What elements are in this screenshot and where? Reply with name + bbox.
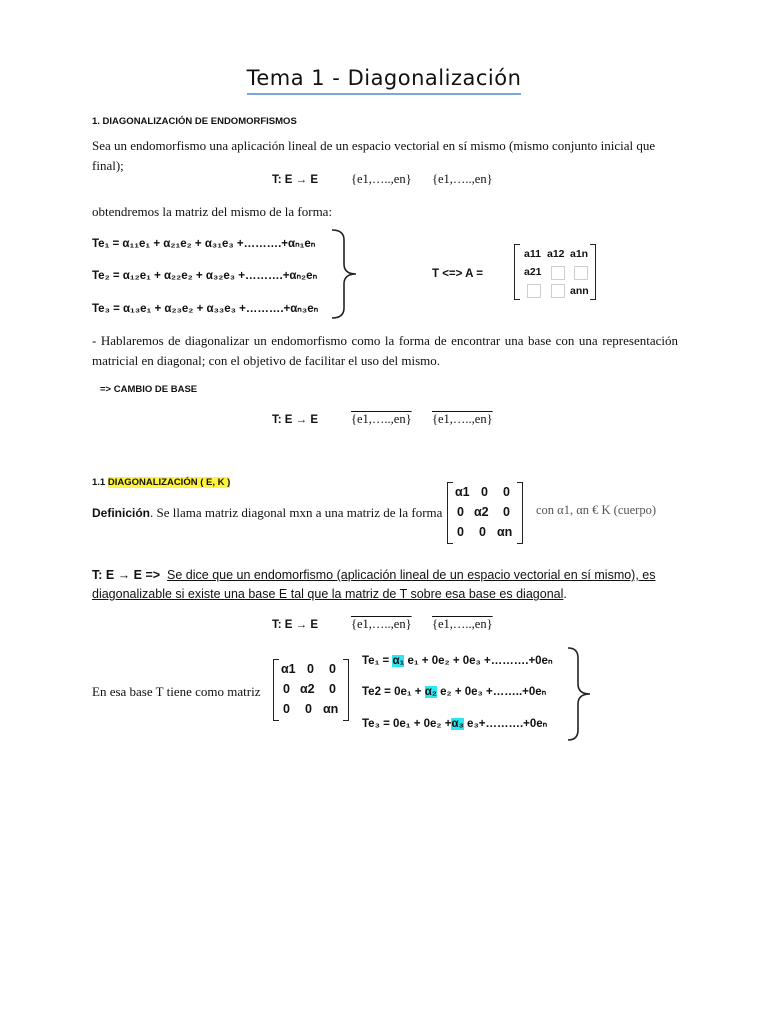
basis-a: {e1,…..,en} [351,172,412,186]
equiv-expression: T <=> A = [432,268,483,280]
eigenvalue-highlight: α₁ [392,655,405,667]
matrix-bracket-right [517,482,523,544]
eq-part: Te2 = 0e₁ + [362,686,425,698]
eq-part: e₃+……….+0eₙ [463,718,548,730]
matrix-placeholder-box [551,284,565,298]
diagonal-matrix [447,482,523,544]
diag-cell: 0 [479,525,486,539]
basis3-b: {e1,…..,en} [432,617,493,631]
matrix-bracket-left [514,244,520,300]
diag-equation-2 [362,684,546,698]
diag-cell: α1 [281,662,296,676]
diag-cell: α1 [455,485,470,499]
section-title: DIAGONALIZACIÓN ( E, K ) [107,477,231,488]
page-title: Tema 1 - Diagonalización [0,66,768,90]
te3-equation: Te₃ = α₁₃e₁ + α₂₃e₂ + α₃₃e₃ +……….+αₙ₃eₙ [92,303,319,315]
intro-paragraph: Sea un endomorfismo una aplicación lineal de un espacio vectorial en sí mismo (mismo conjunto inicial que final); [92,138,656,174]
section-heading-1: 1. DIAGONALIZACIÓN DE ENDOMORFISMOS [92,116,297,127]
diag-cell: 0 [305,702,312,716]
map-expression-2: T: E → E [272,414,319,426]
basis2-a: {e1,…..,en} [351,412,412,426]
matrix-intro: obtendremos la matriz del mismo de la forma: [92,204,333,219]
diag-cell: 0 [481,485,488,499]
eigenvalue-highlight: α₃ [451,718,464,730]
diagonalizable-definition [92,566,682,605]
eigenvalue-highlight: α₂ [424,686,437,698]
diag-cell: αn [323,702,339,716]
matrix-cell: a21 [524,266,542,278]
t-end: . [563,587,567,602]
basis3-a: {e1,…..,en} [351,617,412,631]
t-label: T: E → E => [92,568,161,582]
diag-cell: 0 [283,702,290,716]
matrix-placeholder-box [551,266,565,280]
matrix-cell: ann [570,285,589,297]
diag-cell: α2 [300,682,315,696]
definition-label: Definición [92,506,151,520]
base-matrix-text: En esa base T tiene como matriz [92,684,261,699]
eq-part: e₂ + 0e₃ +……..+0eₙ [436,686,547,698]
t-text: Se dice que un endomorfismo (aplicación lineal de un espacio vectorial en sí mismo), es diagonalizable si existe una base E tal que la matriz de T sobre esa base es diagonal [92,568,656,602]
diag-cell: 0 [283,682,290,696]
diag-cell: 0 [503,505,510,519]
matrix-a [514,244,596,300]
basis-b: {e1,…..,en} [432,172,493,186]
map-expression-3: T: E → E [272,619,319,631]
diag-equation-3 [362,716,547,730]
matrix-cell: a11 [524,248,541,260]
matrix-bracket-left [447,482,453,544]
diag-cell: 0 [329,682,336,696]
field-note: con α1, αn € K (cuerpo) [536,503,657,517]
section-heading-1-1 [92,477,230,488]
map-expression: T: E → E [272,174,319,186]
matrix-bracket-right [343,659,349,721]
matrix-placeholder-box [574,266,588,280]
te1-equation: Te₁ = α₁₁e₁ + α₂₁e₂ + α₃₁e₃ +……….+αₙ₁eₙ [92,238,316,250]
matrix-bracket-right [590,244,596,300]
matrix-placeholder-box [527,284,541,298]
eq-part: e₁ + 0e₂ + 0e₃ +……….+0eₙ [404,655,553,667]
cambio-de-base: => CAMBIO DE BASE [100,384,198,395]
diag-cell: 0 [457,505,464,519]
diag-equation-1 [362,653,553,667]
diag-cell: α2 [474,505,489,519]
diag-cell: 0 [503,485,510,499]
diag-cell: 0 [457,525,464,539]
basis2-b: {e1,…..,en} [432,412,493,426]
matrix-bracket-left [273,659,279,721]
matrix-cell: a1n [570,248,589,260]
diagonalize-paragraph: - Hablaremos de diagonalizar un endomorfismo como la forma de encontrar una base con una representación matricial en diagonal; con el objetivo de facilitar el uso del mismo. [92,333,678,369]
right-brace-icon [566,646,596,742]
definition-line [92,503,442,523]
diag-cell: 0 [307,662,314,676]
diag-cell: αn [497,525,513,539]
te2-equation: Te₂ = α₁₂e₁ + α₂₂e₂ + α₃₂e₃ +……….+αₙ₂eₙ [92,270,318,282]
diagonal-matrix-2 [273,659,349,721]
diag-cell: 0 [329,662,336,676]
eq-part: Te₁ = [362,655,393,667]
section-number: 1.1 [92,477,106,488]
eq-part: Te₃ = 0e₁ + 0e₂ + [362,718,452,730]
right-brace-icon [330,228,360,320]
definition-text: . Se llama matriz diagonal mxn a una matriz de la forma [150,505,443,520]
matrix-cell: a12 [547,248,565,260]
